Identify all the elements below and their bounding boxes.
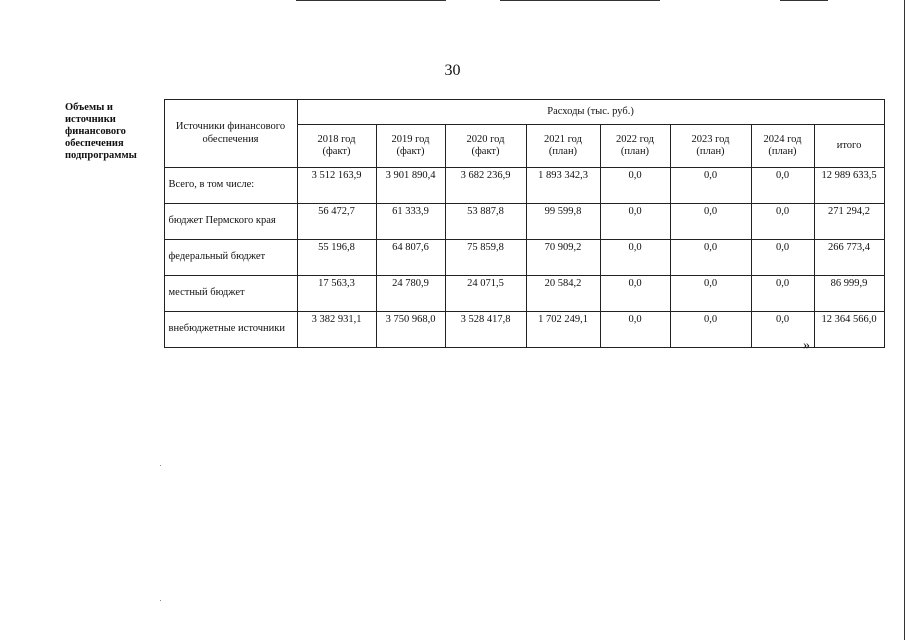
source-label: Всего, в том числе: [164,168,297,204]
value-cell: 0,0 [751,240,814,276]
value-cell: 61 333,9 [376,204,445,240]
source-label: бюджет Пермского края [164,204,297,240]
year-header-2021: 2021 год (план) [526,125,600,168]
source-label: внебюджетные источники [164,312,297,348]
table-row [61,168,884,204]
subject-label: Объемы и источники финансового обеспечения подпрограммы [61,100,164,348]
value-cell: 0,0 [600,168,670,204]
value-cell: 0,0 [600,276,670,312]
value-cell: 24 071,5 [445,276,526,312]
value-cell: 70 909,2 [526,240,600,276]
value-cell: 0,0 [670,276,751,312]
value-cell: 0,0 [751,168,814,204]
value-cell: 55 196,8 [297,240,376,276]
scan-speck [160,600,161,601]
top-rule-middle [500,0,660,1]
value-cell: 20 584,2 [526,276,600,312]
value-cell: 3 528 417,8 [445,312,526,348]
total-cell: 271 294,2 [814,204,884,240]
total-header: итого [814,125,884,168]
value-cell: 3 901 890,4 [376,168,445,204]
year-header-2023: 2023 год (план) [670,125,751,168]
value-cell: 0,0 [600,240,670,276]
value-cell: 0,0 [670,312,751,348]
table-row [61,204,884,240]
value-cell: 24 780,9 [376,276,445,312]
value-cell: 0,0 [670,240,751,276]
table-row [61,240,884,276]
value-cell: 75 859,8 [445,240,526,276]
year-header-2024: 2024 год (план) [751,125,814,168]
value-cell: 0,0 [751,312,814,348]
header-row-1 [61,100,884,125]
year-header-2020: 2020 год (факт) [445,125,526,168]
value-cell: 3 682 236,9 [445,168,526,204]
table-row [61,276,884,312]
page-number: 30 [444,62,461,79]
closing-quote: » [803,338,810,353]
top-rule-right [780,0,828,1]
value-cell: 3 512 163,9 [297,168,376,204]
expenses-header: Расходы (тыс. руб.) [297,100,884,125]
value-cell: 0,0 [600,204,670,240]
value-cell: 0,0 [751,276,814,312]
value-cell: 1 702 249,1 [526,312,600,348]
value-cell: 0,0 [670,204,751,240]
source-label: местный бюджет [164,276,297,312]
value-cell: 64 807,6 [376,240,445,276]
value-cell: 1 893 342,3 [526,168,600,204]
year-header-2018: 2018 год (факт) [297,125,376,168]
scan-speck [160,465,161,466]
value-cell: 3 750 968,0 [376,312,445,348]
financing-table [61,99,885,348]
total-cell: 12 989 633,5 [814,168,884,204]
total-cell: 12 364 566,0 [814,312,884,348]
value-cell: 17 563,3 [297,276,376,312]
value-cell: 0,0 [600,312,670,348]
total-cell: 266 773,4 [814,240,884,276]
top-rule-left [296,0,446,1]
value-cell: 0,0 [751,204,814,240]
year-header-2019: 2019 год (факт) [376,125,445,168]
year-header-2022: 2022 год (план) [600,125,670,168]
total-cell: 86 999,9 [814,276,884,312]
value-cell: 99 599,8 [526,204,600,240]
value-cell: 53 887,8 [445,204,526,240]
sources-header: Источники финансового обеспечения [164,100,297,168]
value-cell: 56 472,7 [297,204,376,240]
value-cell: 3 382 931,1 [297,312,376,348]
table-row [61,312,884,348]
source-label: федеральный бюджет [164,240,297,276]
value-cell: 0,0 [670,168,751,204]
